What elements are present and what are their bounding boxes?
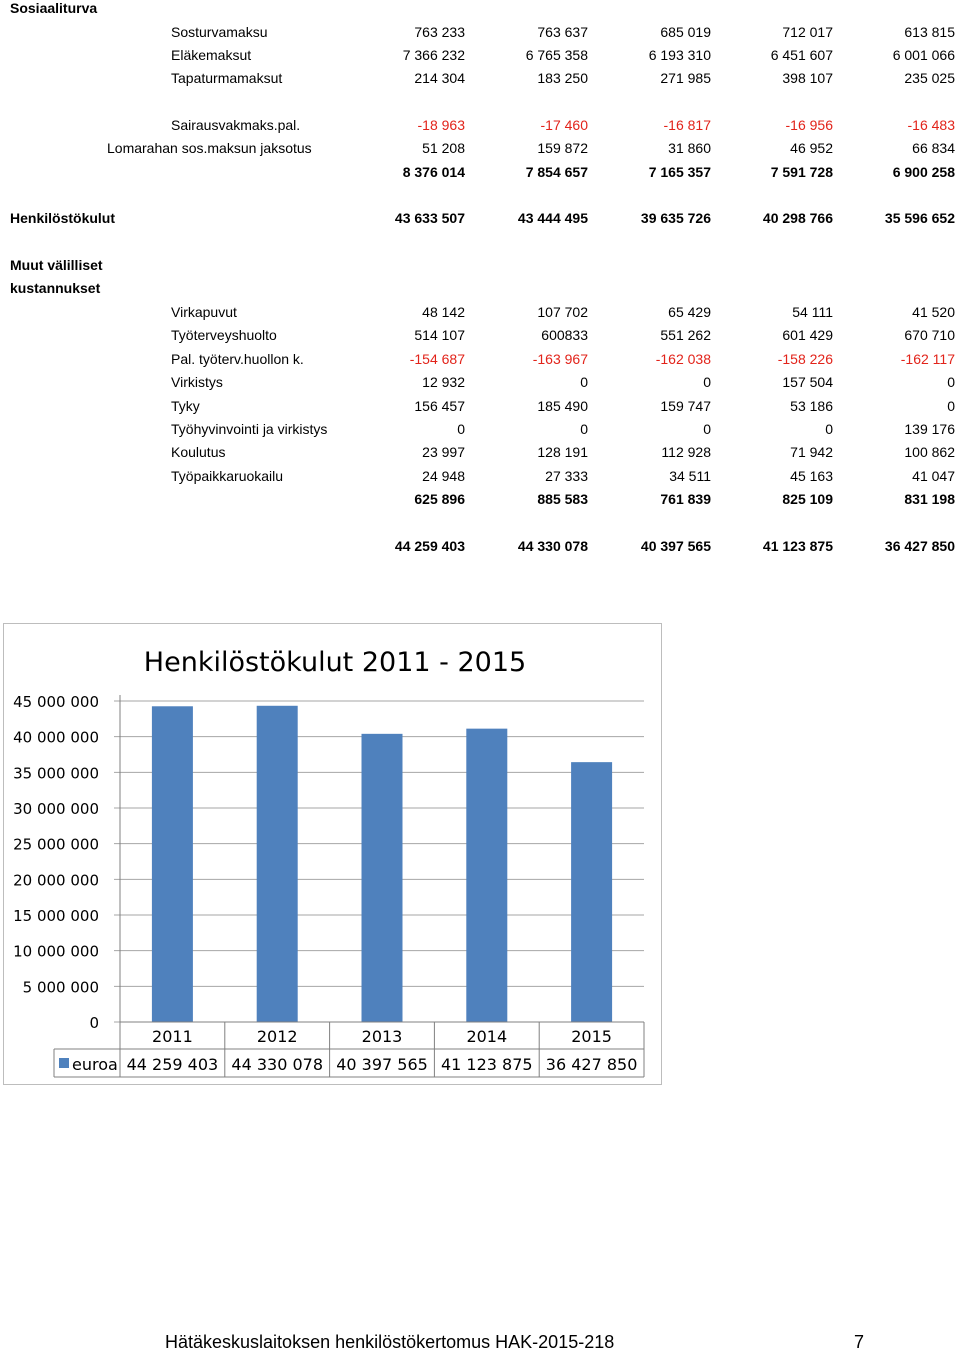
social-total-value: 7 854 657 (525, 164, 588, 180)
personnel-cost-chart (3, 623, 662, 1085)
y-tick-label: 10 000 000 (13, 942, 99, 961)
social-total-value: 6 900 258 (892, 164, 955, 180)
indirect-row-value: 514 107 (414, 327, 465, 343)
indirect-row-value: 54 111 (792, 304, 833, 320)
indirect-row-value: 112 928 (661, 444, 711, 460)
indirect-row-label: Työpaikkaruokailu (171, 468, 284, 484)
personnel-value: 40 298 766 (762, 210, 833, 226)
personnel-value: 43 633 507 (394, 210, 465, 226)
indirect-row-value: -154 687 (409, 351, 465, 367)
y-tick-label: 30 000 000 (13, 800, 99, 818)
indirect-row-value: 23 997 (422, 444, 465, 460)
indirect-total-value: 831 198 (904, 491, 955, 507)
indirect-row-label: Työhyvinvointi ja virkistys (171, 421, 328, 437)
table-value: 44 330 078 (231, 1055, 324, 1074)
legend-key (59, 1058, 69, 1068)
section-title: Sosiaaliturva (10, 0, 98, 16)
indirect-row-value: 139 176 (904, 421, 955, 437)
personnel-value: 35 596 652 (884, 210, 955, 226)
y-tick-label: 25 000 000 (13, 835, 99, 854)
indirect-row-value: 157 504 (782, 374, 833, 390)
bar-2015 (571, 762, 612, 1022)
bar-2011 (152, 706, 193, 1022)
indirect-row-value: -163 967 (532, 351, 588, 367)
indirect-row-label: Virkapuvut (171, 304, 237, 320)
social-row-value: 183 250 (537, 70, 588, 86)
social-row-value: 31 860 (668, 140, 711, 156)
y-tick-label: 40 000 000 (13, 728, 99, 747)
indirect-row-value: 0 (703, 421, 711, 437)
indirect-row-label: Työterveyshuolto (171, 327, 277, 343)
indirect-row-value: 41 520 (912, 304, 955, 320)
indirect-row-value: 670 710 (904, 327, 955, 343)
indirect-row-label: Pal. työterv.huollon k. (171, 351, 304, 367)
social-row-label: Eläkemaksut (171, 47, 252, 63)
indirect-row-label: Koulutus (171, 444, 226, 460)
social-row-value: 6 001 066 (892, 47, 955, 63)
table-value: 41 123 875 (440, 1055, 533, 1074)
y-tick-label: 5 000 000 (22, 978, 99, 997)
indirect-row-value: 100 862 (904, 444, 955, 460)
indirect-row-value: 65 429 (668, 304, 711, 320)
y-tick-label: 20 000 000 (13, 871, 99, 890)
social-total-value: 8 376 014 (402, 164, 465, 180)
indirect-total-value: 885 583 (537, 491, 588, 507)
social-row-value: 46 952 (790, 140, 833, 156)
indirect-row-value: 0 (580, 374, 588, 390)
x-category-label: 2014 (466, 1027, 508, 1046)
indirect-total-value: 625 896 (414, 491, 465, 507)
table-value: 40 397 565 (336, 1055, 428, 1074)
social-row-value: 7 366 232 (402, 47, 465, 63)
social-row-value: 66 834 (912, 140, 955, 156)
indirect-row-value: 107 702 (537, 304, 588, 320)
indirect-row-value: 45 163 (790, 468, 833, 484)
social-row-value: 159 872 (537, 140, 588, 156)
social-row-value: -17 460 (540, 117, 588, 133)
bar-2014 (466, 729, 507, 1022)
y-tick-label: 35 000 000 (13, 764, 99, 783)
indirect-row-value: 0 (825, 421, 833, 437)
indirect-row-value: -162 038 (655, 351, 711, 367)
indirect-row-value: 0 (457, 421, 465, 437)
indirect-row-value: 27 333 (545, 468, 588, 484)
grand-total-value: 41 123 875 (762, 538, 833, 554)
y-tick-label: 0 (89, 1014, 99, 1032)
personnel-value: 39 635 726 (640, 210, 711, 226)
social-row-value: -18 963 (417, 117, 465, 133)
indirect-row-value: 0 (703, 374, 711, 390)
indirect-row-value: -158 226 (777, 351, 833, 367)
grand-total-value: 40 397 565 (640, 538, 711, 554)
x-category-label: 2015 (571, 1027, 612, 1046)
indirect-row-value: 12 932 (422, 374, 465, 390)
indirect-row-value: 41 047 (912, 468, 955, 484)
y-tick-label: 15 000 000 (13, 907, 99, 925)
x-category-label: 2013 (361, 1027, 403, 1046)
social-row-value: 214 304 (414, 70, 465, 86)
indirect-row-value: 71 942 (790, 444, 833, 460)
social-row-value: 763 637 (537, 24, 588, 40)
social-row-label: Sosturvamaksu (171, 24, 268, 40)
indirect-row-value: 0 (947, 374, 955, 390)
chart-canvas (4, 624, 661, 1084)
indirect-row-value: 551 262 (660, 327, 711, 343)
chart-title: Henkilöstökulut 2011 - 2015 (143, 647, 527, 678)
indirect-row-label: Tyky (171, 398, 200, 414)
social-row-value: 763 233 (414, 24, 465, 40)
indirect-row-value: 128 191 (537, 444, 588, 460)
bar-2013 (362, 734, 403, 1022)
social-row-value: 6 765 358 (525, 47, 588, 63)
bar-2012 (257, 706, 298, 1022)
indirect-row-value: 48 142 (422, 304, 465, 320)
grand-total-value: 44 259 403 (394, 538, 465, 554)
grand-total-value: 36 427 850 (884, 538, 955, 554)
page-number: 7 (854, 1332, 865, 1352)
indirect-row-value: 34 511 (669, 468, 711, 484)
indirect-title: kustannukset (10, 280, 101, 296)
personnel-label: Henkilöstökulut (10, 210, 116, 226)
indirect-row-value: -162 117 (900, 351, 955, 367)
social-row-value: 398 107 (782, 70, 833, 86)
indirect-row-value: 185 490 (537, 398, 588, 414)
social-row-value: -16 483 (907, 117, 955, 133)
social-row-value: 51 208 (422, 140, 465, 156)
social-row-label: Sairausvakmaks.pal. (171, 117, 301, 133)
indirect-total-value: 825 109 (782, 491, 833, 507)
indirect-row-value: 156 457 (414, 398, 465, 414)
social-total-value: 7 591 728 (770, 164, 833, 180)
indirect-title: Muut välilliset (10, 257, 103, 273)
y-tick-label: 45 000 000 (13, 693, 99, 711)
indirect-row-value: 159 747 (660, 398, 711, 414)
legend-label: euroa (72, 1055, 118, 1074)
social-row-label: Lomarahan sos.maksun jaksotus (107, 140, 312, 156)
indirect-row-value: 0 (947, 398, 955, 414)
social-row-value: 613 815 (904, 24, 955, 40)
social-row-value: 6 451 607 (770, 47, 833, 63)
indirect-row-value: 0 (580, 421, 588, 437)
indirect-row-value: 601 429 (782, 327, 833, 343)
social-row-value: 712 017 (782, 24, 833, 40)
x-category-label: 2011 (152, 1027, 193, 1046)
indirect-row-value: 24 948 (422, 468, 465, 484)
social-row-value: 685 019 (660, 24, 711, 40)
indirect-row-label: Virkistys (171, 374, 223, 390)
social-row-value: 6 193 310 (648, 47, 711, 63)
social-total-value: 7 165 357 (648, 164, 711, 180)
table-value: 44 259 403 (126, 1055, 219, 1074)
social-row-label: Tapaturmamaksut (171, 70, 283, 86)
indirect-total-value: 761 839 (660, 491, 711, 507)
footer-title: Hätäkeskuslaitoksen henkilöstökertomus HAK-2015-218 (165, 1332, 615, 1352)
social-row-value: 235 025 (904, 70, 955, 86)
grand-total-value: 44 330 078 (517, 538, 588, 554)
social-row-value: -16 956 (785, 117, 833, 133)
indirect-row-value: 600833 (541, 327, 588, 343)
social-row-value: 271 985 (660, 70, 711, 86)
x-category-label: 2012 (256, 1027, 298, 1046)
social-row-value: -16 817 (663, 117, 711, 133)
table-value: 36 427 850 (545, 1055, 638, 1074)
indirect-row-value: 53 186 (790, 398, 833, 414)
personnel-value: 43 444 495 (517, 210, 588, 226)
